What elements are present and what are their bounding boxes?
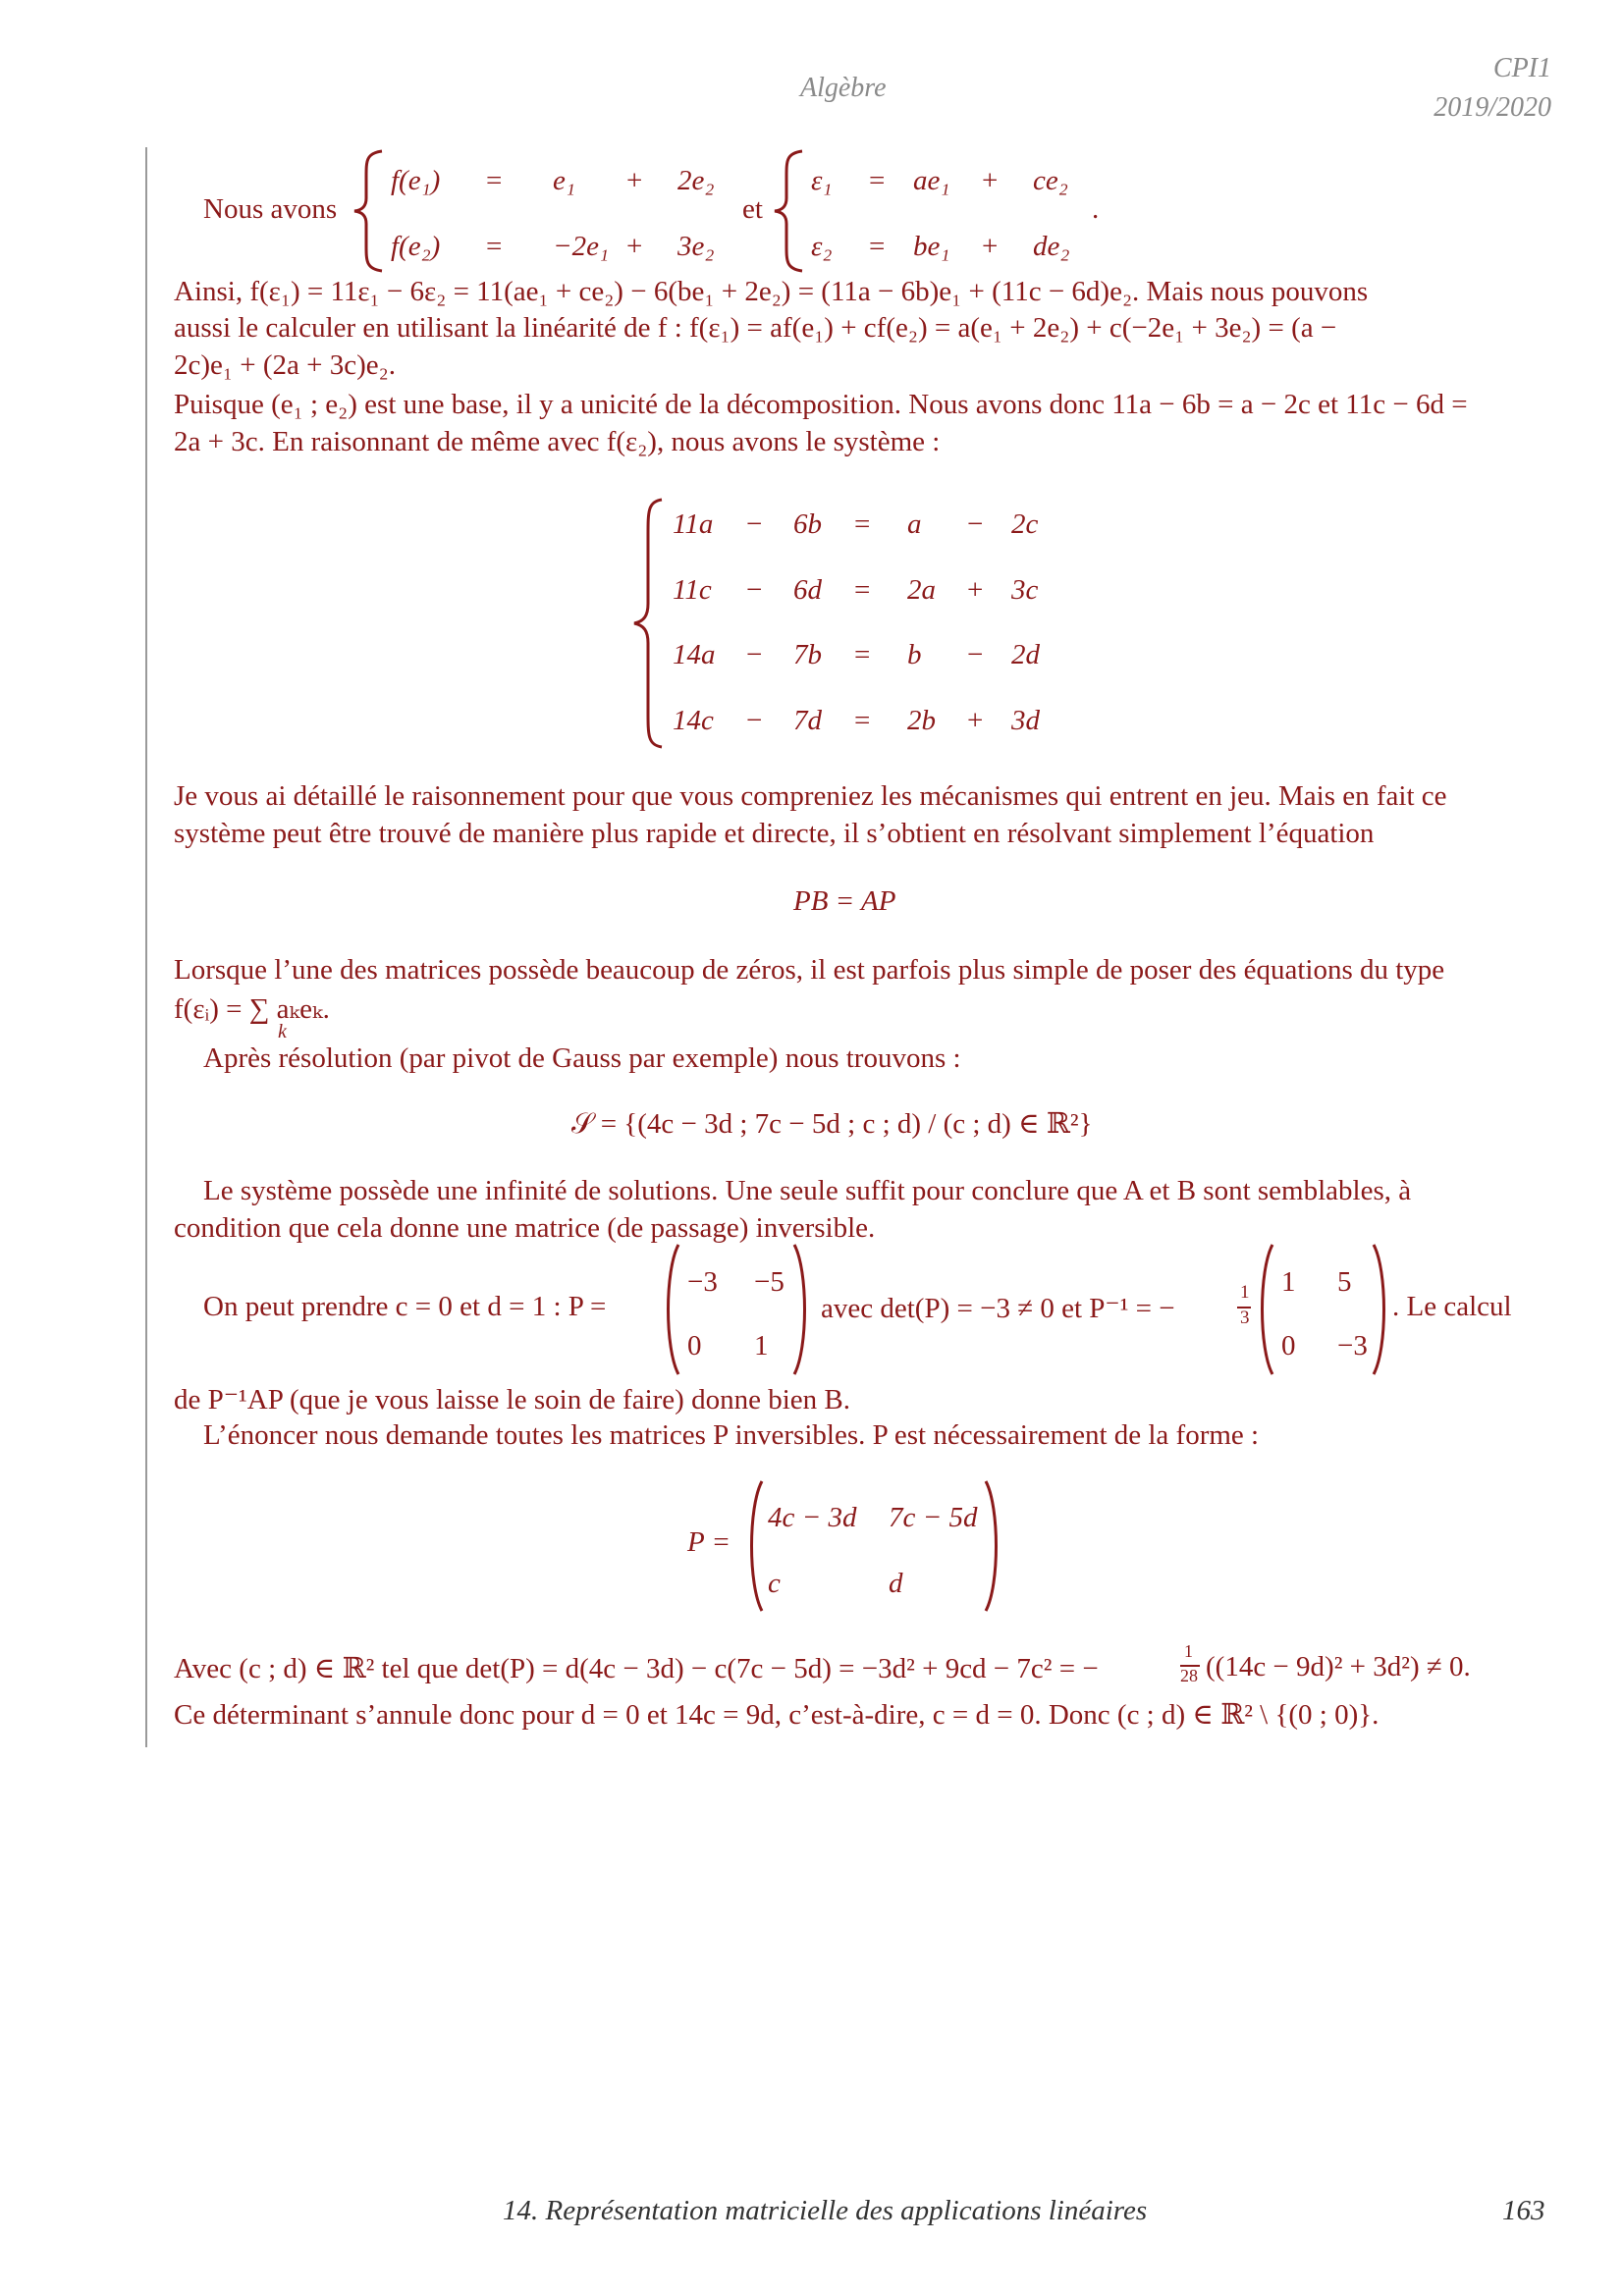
sys2-cell: +	[982, 165, 999, 196]
ce-det-line: Ce déterminant s’annule donc pour d = 0 et 14c = 9d, c’est-à-dire, c = d = 0. Donc (c ; d) ∈ ℝ² \ {(0 ; 0)}.	[174, 1699, 1380, 1731]
et-text: et	[742, 193, 763, 225]
system3-brace	[628, 496, 668, 751]
nous-avons-text: Nous avons	[203, 193, 338, 225]
sys2-cell: +	[982, 231, 999, 262]
sys2-cell: be₁	[913, 231, 950, 262]
matGen-cell: d	[889, 1568, 903, 1599]
sys3-cell: 14c	[673, 705, 714, 736]
matPinv-cell: 1	[1281, 1266, 1296, 1298]
sys3-cell: 14a	[673, 639, 716, 670]
sys2-cell: =	[869, 231, 886, 262]
footer-page-number: 163	[1502, 2195, 1545, 2226]
footer-chapter: 14. Représentation matricielle des applications linéaires	[503, 2195, 1148, 2226]
header-right-course: CPI1	[1492, 53, 1551, 83]
sys1-cell: f(e₁)	[391, 165, 441, 196]
sys2-cell: =	[869, 165, 886, 196]
puisque-line-1: Puisque (e₁ ; e₂) est une base, il y a unicité de la décomposition. Nous avons donc 11a − 6b = a − 2c et 11c − 6d =	[174, 389, 1468, 420]
sys3-cell: a	[907, 508, 922, 540]
sys1-cell: f(e₂)	[391, 231, 441, 262]
sys2-cell: de₂	[1033, 231, 1070, 262]
sys3-cell: 7d	[793, 705, 822, 736]
matPinv-cell: −3	[1337, 1330, 1368, 1362]
sys3-cell: =	[854, 508, 871, 540]
ainsi-line-3: 2c)e₁ + (2a + 3c)e₂.	[174, 349, 397, 381]
header-right-year: 2019/2020	[1434, 92, 1551, 123]
sys3-cell: −	[746, 705, 763, 736]
je-vous-line-1: Je vous ai détaillé le raisonnement pour que vous compreniez les mécanismes qui entrent en jeu. Mais en fait ce	[174, 780, 1447, 812]
sys3-cell: =	[854, 574, 871, 606]
sys2-cell: ae₁	[913, 165, 950, 196]
matP-cell: 1	[754, 1330, 769, 1362]
sys1-cell: −2e₁	[553, 231, 610, 262]
systeme-line-2: condition que cela donne une matrice (de passage) inversible.	[174, 1212, 876, 1244]
solution-set: 𝒮 = {(4c − 3d ; 7c − 5d ; c ; d) / (c ; d) ∈ ℝ²}	[571, 1108, 1093, 1140]
matP-cell: −5	[754, 1266, 784, 1298]
sys3-cell: −	[967, 639, 984, 670]
sys2-cell: ε₁	[811, 165, 833, 196]
sys1-cell: +	[626, 165, 643, 196]
le-calcul-text: . Le calcul	[1392, 1291, 1512, 1322]
sys3-cell: 3d	[1011, 705, 1040, 736]
je-vous-line-2: système peut être trouvé de manière plus rapide et directe, il s’obtient en résolvant simplement l’équation	[174, 818, 1375, 849]
lorsque-line-1: Lorsque l’une des matrices possède beaucoup de zéros, il est parfois plus simple de poser des équations du type	[174, 954, 1445, 986]
sys3-cell: 7b	[793, 639, 822, 670]
sys3-cell: =	[854, 705, 871, 736]
sys3-cell: +	[967, 574, 984, 606]
sys3-cell: 3c	[1011, 574, 1039, 606]
sys3-cell: 2d	[1011, 639, 1040, 670]
apres-line: Après résolution (par pivot de Gauss par exemple) nous trouvons :	[203, 1042, 961, 1074]
sys3-cell: 11a	[673, 508, 714, 540]
system2-brace	[769, 147, 808, 275]
margin-rule	[145, 147, 147, 1747]
sys3-cell: 2c	[1011, 508, 1039, 540]
matPinv-cell: 0	[1281, 1330, 1296, 1362]
avec-line-1: Avec (c ; d) ∈ ℝ² tel que det(P) = d(4c − 3d) − c(7c − 5d) = −3d² + 9cd − 7c² = −	[174, 1653, 1099, 1684]
enoncer-line: L’énoncer nous demande toutes les matrices P inversibles. P est nécessairement de la forme :	[203, 1419, 1260, 1451]
de-p-line: de P⁻¹AP (que je vous laisse le soin de faire) donne bien B.	[174, 1384, 850, 1415]
sys2-cell: ce₂	[1033, 165, 1068, 196]
systeme-line-1: Le système possède une infinité de solutions. Une seule suffit pour conclure que A et B sont semblables, à	[203, 1175, 1412, 1206]
sys1-cell: 2e₂	[677, 165, 715, 196]
sys3-cell: −	[746, 574, 763, 606]
on-peut-text: On peut prendre c = 0 et d = 1 : P =	[203, 1291, 607, 1322]
ainsi-line-1: Ainsi, f(ε₁) = 11ε₁ − 6ε₂ = 11(ae₁ + ce₂) − 6(be₁ + 2e₂) = (11a − 6b)e₁ + (11c − 6d)e₂. Mais nous pouvons	[174, 276, 1369, 307]
sys1-cell: =	[486, 165, 503, 196]
matrix-pinv-paren	[1257, 1241, 1389, 1378]
p-equals: P =	[687, 1526, 731, 1558]
matGen-cell: 4c − 3d	[768, 1502, 857, 1533]
matP-cell: 0	[687, 1330, 702, 1362]
sys2-cell: ε₂	[811, 231, 833, 262]
sys1-cell: =	[486, 231, 503, 262]
puisque-line-2: 2a + 3c. En raisonnant de même avec f(ε₂), nous avons le système :	[174, 426, 941, 457]
matrix-general-paren	[746, 1477, 1001, 1615]
sys3-cell: −	[967, 508, 984, 540]
lorsque-line-2: f(εᵢ) = ∑ aₖeₖ.	[174, 993, 330, 1025]
matGen-cell: 7c − 5d	[889, 1502, 978, 1533]
frac-28-den: 28	[1180, 1666, 1198, 1685]
header-center: Algèbre	[800, 73, 887, 103]
sys3-cell: −	[746, 639, 763, 670]
frac-third-num: 1	[1240, 1282, 1250, 1303]
sys3-cell: 6d	[793, 574, 822, 606]
pb-ap-equation: PB = AP	[793, 885, 896, 917]
sys1-cell: 3e₂	[677, 231, 715, 262]
system-end-dot: .	[1092, 193, 1100, 225]
frac-28-num: 1	[1184, 1641, 1193, 1661]
system1-brace	[349, 147, 388, 275]
ainsi-line-2: aussi le calculer en utilisant la linéarité de f : f(ε₁) = af(e₁) + cf(e₂) = a(e₁ + 2e₂) + c(−2e₁ + 3e₂) = (a −	[174, 312, 1337, 344]
sys1-cell: +	[626, 231, 643, 262]
sum-index: k	[278, 1021, 287, 1042]
avec-line-1-end: ((14c − 9d)² + 3d²) ≠ 0.	[1206, 1651, 1471, 1682]
sys3-cell: 2b	[907, 705, 936, 736]
sys1-cell: e₁	[553, 165, 575, 196]
sys3-cell: −	[746, 508, 763, 540]
sys3-cell: 6b	[793, 508, 822, 540]
sys3-cell: 2a	[907, 574, 936, 606]
matGen-cell: c	[768, 1568, 781, 1599]
sys3-cell: 11c	[673, 574, 712, 606]
sys3-cell: =	[854, 639, 871, 670]
sys3-cell: +	[967, 705, 984, 736]
matrix-p-paren	[663, 1241, 810, 1378]
matP-cell: −3	[687, 1266, 718, 1298]
frac-third-den: 3	[1240, 1308, 1250, 1328]
avec-det-text: avec det(P) = −3 ≠ 0 et P⁻¹ = −	[821, 1293, 1175, 1324]
matPinv-cell: 5	[1337, 1266, 1352, 1298]
sys3-cell: b	[907, 639, 922, 670]
